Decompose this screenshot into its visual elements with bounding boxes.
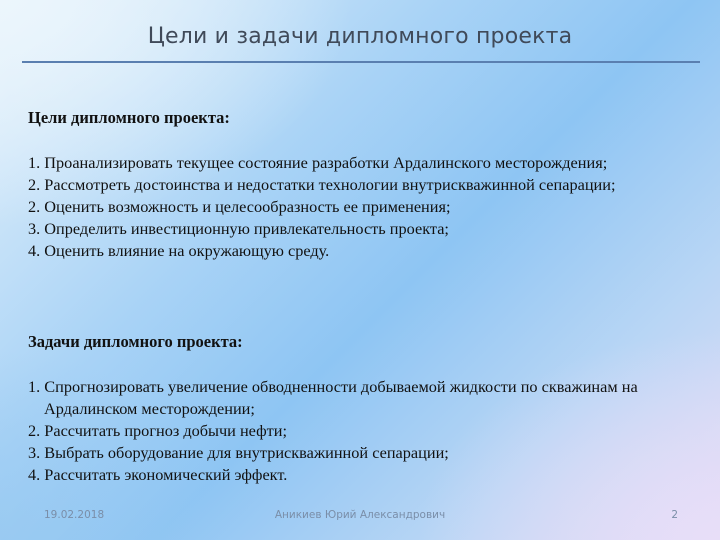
footer-author: Аникиев Юрий Александрович (274, 509, 446, 521)
task-item: 1. Спрогнозировать увеличение обводненности добываемой жидкости по скважинам на Ардалинском месторождении; (28, 377, 638, 418)
goal-item: 4. Оценить влияние на окружающую среду. (28, 241, 330, 260)
slide-title: Цели и задачи дипломного проекта (147, 24, 573, 49)
task-item: 4. Рассчитать экономический эффект. (28, 465, 288, 484)
footer-date: 19.02.2018 (44, 509, 105, 521)
goal-item: 2. Рассмотреть достоинства и недостатки технологии внутрискважинной сепарации; (28, 175, 616, 194)
goals-list (28, 152, 698, 262)
footer-page-number: 2 (671, 509, 678, 521)
goal-item: 1. Проанализировать текущее состояние разработки Ардалинского месторождения; (28, 153, 608, 172)
tasks-heading: Задачи дипломного проекта: (28, 332, 243, 351)
goals-heading: Цели дипломного проекта: (28, 108, 230, 127)
title-divider (22, 61, 700, 63)
tasks-list (28, 376, 698, 486)
task-item: 3. Выбрать оборудование для внутрискважинной сепарации; (28, 443, 449, 462)
task-item: 2. Рассчитать прогноз добычи нефти; (28, 421, 288, 440)
goal-item: 2. Оценить возможность и целесообразность ее применения; (28, 197, 451, 216)
goal-item: 3. Определить инвестиционную привлекательность проекта; (28, 219, 449, 238)
